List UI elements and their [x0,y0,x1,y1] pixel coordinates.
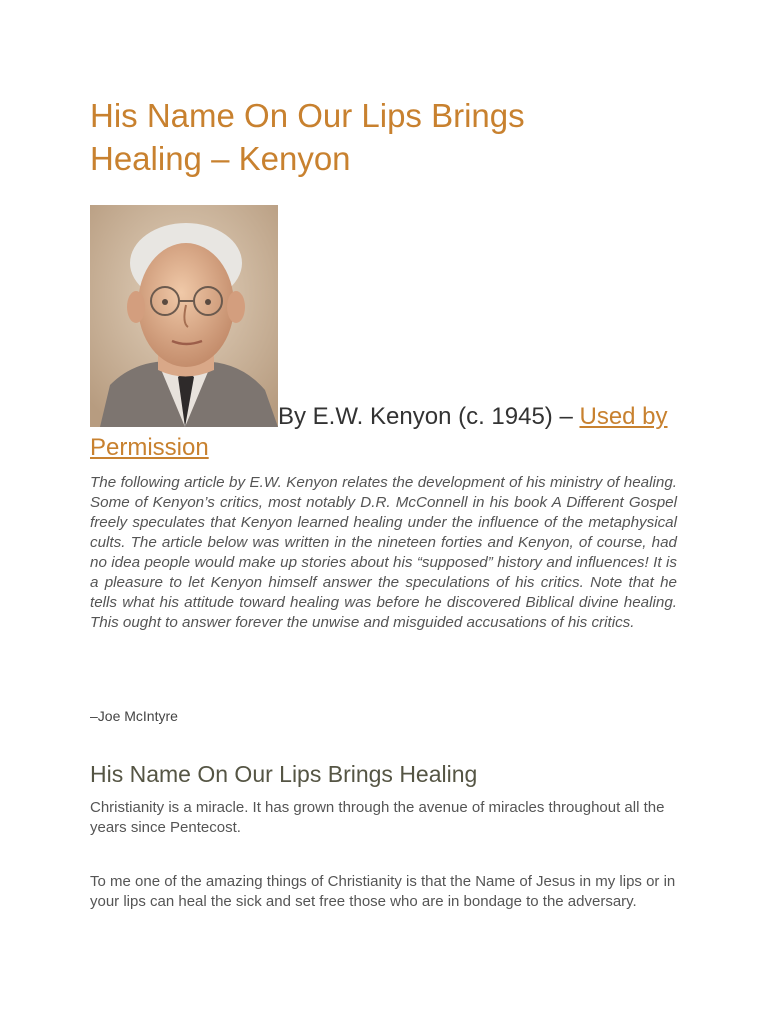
section-heading: His Name On Our Lips Brings Healing [90,761,478,787]
article-title [90,94,690,180]
title-line-1: His Name On Our Lips Brings [90,97,525,134]
body-paragraph-2: To me one of the amazing things of Christianity is that the Name of Jesus in my lips or in your lips can heal the sick and set free those who are in bondage to the adversary. [90,873,676,910]
used-by-permission-link[interactable]: Used by Permission [90,403,668,461]
author-portrait [90,205,278,427]
portrait-image [90,205,278,427]
signature: –Joe McIntyre [90,708,178,724]
title-line-2: Healing – Kenyon [90,140,351,177]
intro-paragraph: The following article by E.W. Kenyon relates the development of his ministry of healing. Some of Kenyon’s critics, most notably D.R. McConnell in his book A Different Gospel freely speculates that Kenyon learned healing under the influence of the metaphysical cults. The article below was written in the nineteen forties and Kenyon, of course, had no idea people would make up stories about his “supposed” history and influences! It is a pleasure to let Kenyon himself answer the speculations of his critics. Note that he tells what his attitude toward healing was before he discovered Biblical divine healing. This ought to answer forever the unwise and misguided accusations of his critics. [90,474,677,631]
byline-author: By E.W. Kenyon (c. 1945) – [278,403,580,430]
body-paragraph-1: Christianity is a miracle. It has grown through the avenue of miracles throughout all the years since Pentecost. [90,799,665,836]
byline [90,401,677,463]
